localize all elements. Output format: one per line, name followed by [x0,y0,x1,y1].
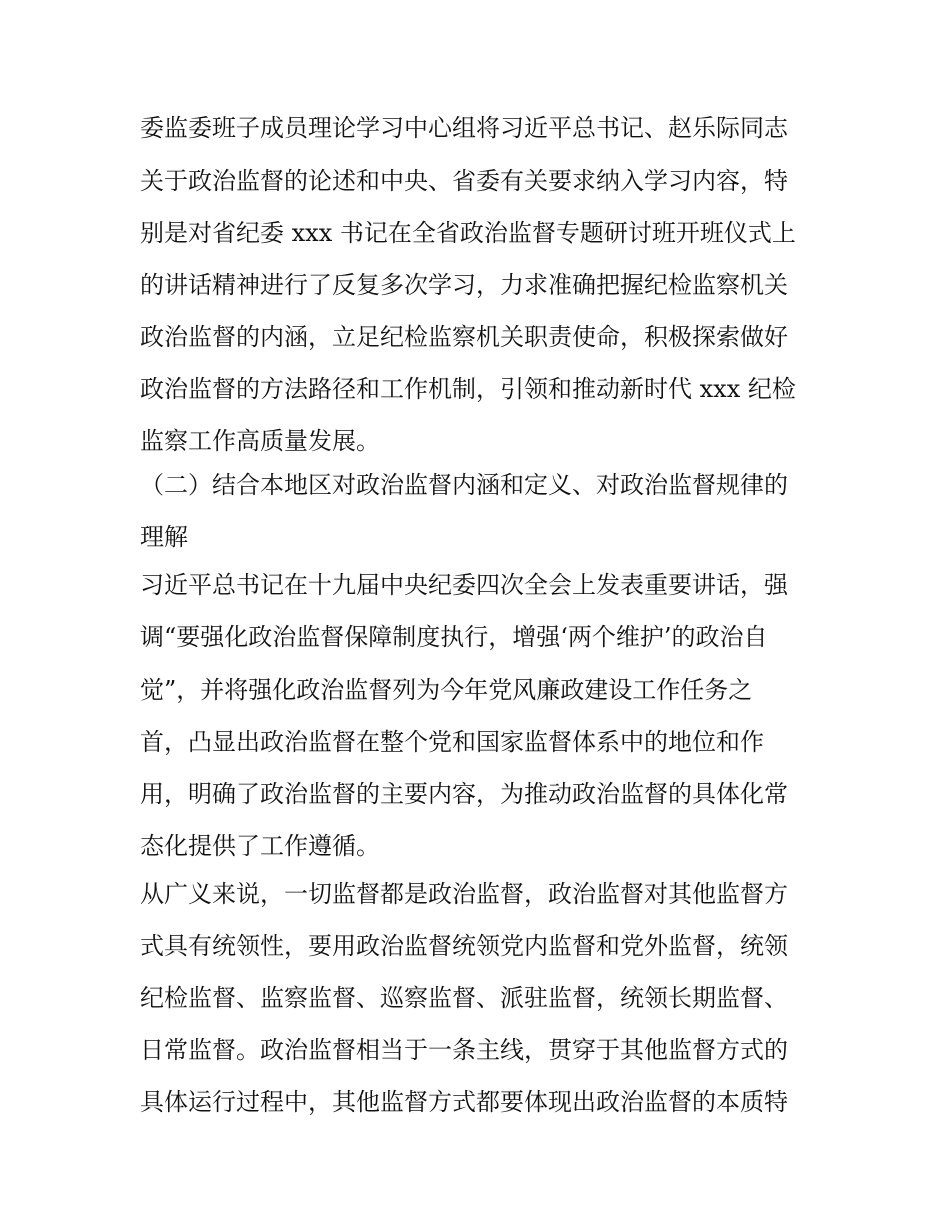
text-line: 习近平总书记在十九届中央纪委四次全会上发表重要讲话，强 [140,571,788,599]
text-line: 别是对省纪委 xxx 书记在全省政治监督专题研讨班开班仪式上 [140,219,796,247]
text-line: 政治监督的内涵，立足纪检监察机关职责使命，积极探索做好 [140,323,788,351]
text-line: 首，凸显出政治监督在整个党和国家监督体系中的地位和作 [140,728,764,756]
text-line: 委监委班子成员理论学习中心组将习近平总书记、赵乐际同志 [140,114,788,142]
text-line: 纪检监督、监察监督、巡察监督、派驻监督，统领长期监督、 [140,984,788,1012]
text-line: 用，明确了政治监督的主要内容，为推动政治监督的具体化常 [140,780,788,808]
text-line: 日常监督。政治监督相当于一条主线，贯穿于其他监督方式的 [140,1036,788,1064]
text-line: 关于政治监督的论述和中央、省委有关要求纳入学习内容，特 [140,167,788,195]
text-line: 监察工作高质量发展。 [140,427,380,455]
text-line: 政治监督的方法路径和工作机制，引领和推动新时代 xxx 纪检 [140,375,796,403]
section-heading: 理解 [140,523,188,551]
text-line: 式具有统领性，要用政治监督统领党内监督和党外监督，统领 [140,932,788,960]
text-line: 的讲话精神进行了反复多次学习，力求准确把握纪检监察机关 [140,271,788,299]
text-line: 调“要强化政治监督保障制度执行，增强‘两个维护’的政治自 [140,623,768,651]
text-line: 具体运行过程中，其他监督方式都要体现出政治监督的本质特 [140,1088,788,1116]
text-line: 态化提供了工作遵循。 [140,832,380,860]
text-line: 从广义来说，一切监督都是政治监督，政治监督对其他监督方 [140,880,788,908]
text-line: 觉”，并将强化政治监督列为今年党风廉政建设工作任务之 [140,676,753,704]
section-heading: （二）结合本地区对政治监督内涵和定义、对政治监督规律的 [140,471,788,499]
